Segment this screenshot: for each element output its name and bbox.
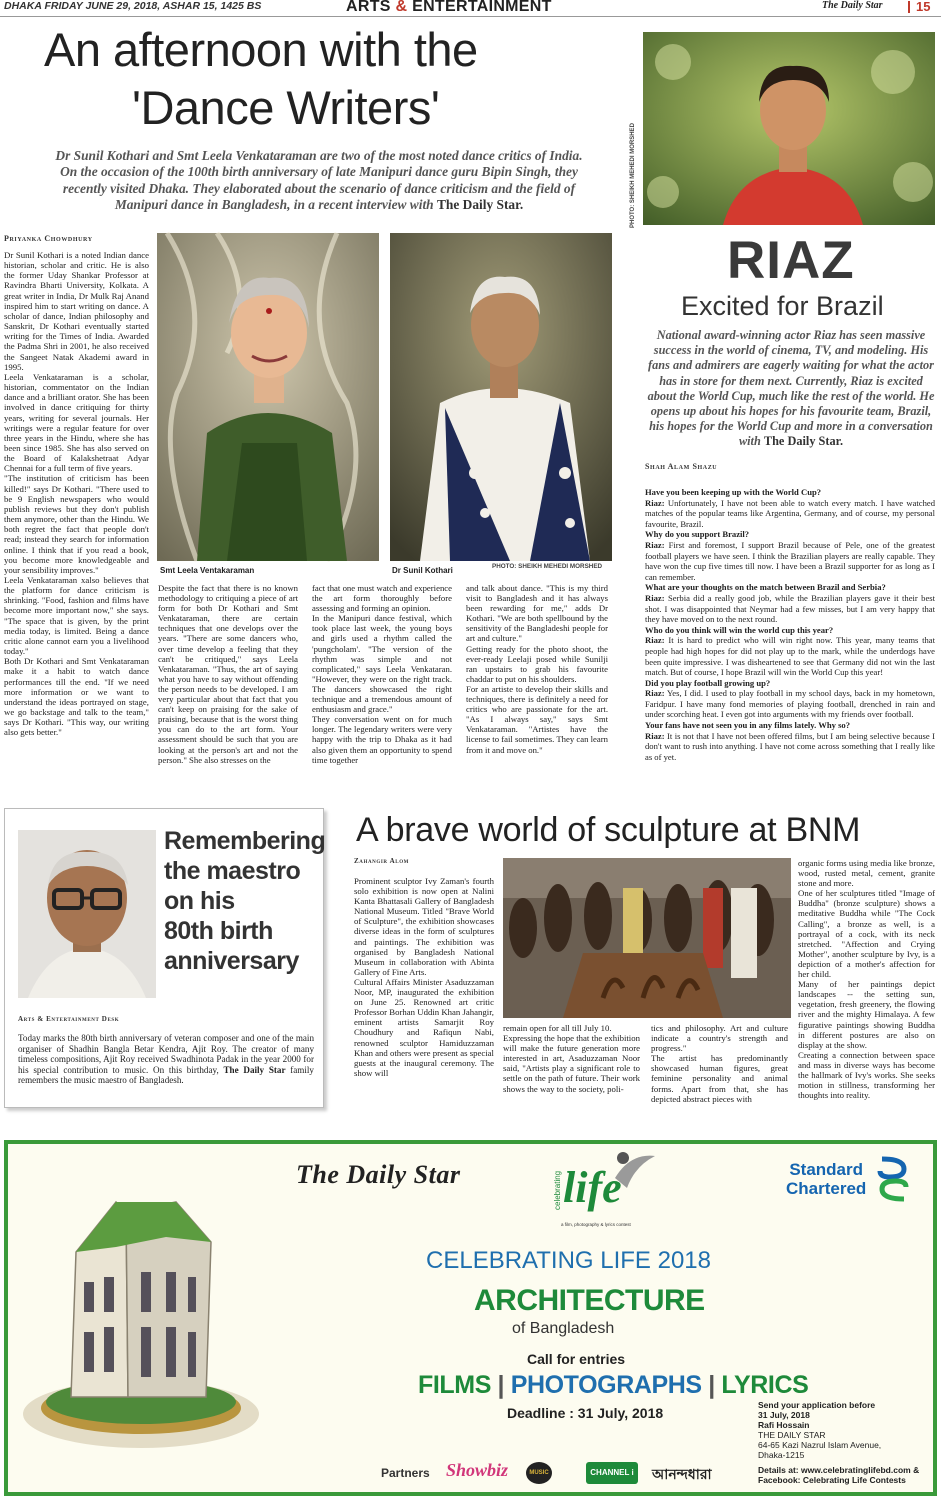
riaz-qa xyxy=(645,487,935,762)
photo-sculpture-art xyxy=(503,858,791,1018)
riaz-intro-brand: The Daily Star. xyxy=(763,434,844,449)
sculpture-headline: A brave world of sculpture at BNM xyxy=(356,811,861,849)
sculpture-column-3: tics and philosophy. Art and culture indicate a country's strength and progress." The artist has predominantly showcased human figures, great feminine personality and animal forms. Apart from that, she has depicted abstract pieces with xyxy=(651,1023,788,1104)
ad-partner-music: MUSIC xyxy=(526,1462,552,1484)
dance-column-2: Despite the fact that there is no known methodology to critiquing a piece of art form for both Dr Kothari and Smt Venkataraman, there are certain techniques that one develops over the years. "There are some dancers who, over time develop a feeling that they can't be critiqued," says Leela Venkataraman. "Thus, the art of saying what you have to say without offending the person needs to be developed. I am very particular about that fact that you can't keep on praising for the sake of praising, because that is the worst thing you can do to the art form. Your assessment should be such that you are looking at the person's art and not the person." She also stresses on the xyxy=(158,583,298,765)
ad-partner-channel-i: CHANNEL i xyxy=(586,1462,638,1484)
ad-theme-sub: of Bangladesh xyxy=(512,1320,615,1337)
ad-sponsor-line2: Chartered xyxy=(786,1179,867,1198)
photo-leela-venkataraman xyxy=(157,233,379,561)
qa-answer: Riaz: It is hard to predict who will win right now. This year, many teams that people had high hopes for did not play up to the mark, while the underdogs have been quite impressive. I was disheartened to see that Germany did not win the last match. But of course, I hope Brazil will win the World Cup this year! xyxy=(645,635,935,678)
riaz-photo-credit: PHOTO: SHEIKH MEHEDI MORSHED xyxy=(630,123,636,228)
riaz-byline: Shah Alam Shazu xyxy=(645,462,718,471)
ad-details-line2[interactable]: Facebook: Celebrating Life Contests xyxy=(758,1475,906,1485)
maestro-body-brand: The Daily Star xyxy=(223,1064,286,1075)
maestro-title-line4: 80th birth xyxy=(164,917,273,945)
ad-categories xyxy=(418,1371,808,1400)
maestro-title-line1: Remembering xyxy=(164,827,326,855)
sculpture-column-2: remain open for all till July 10. Expressing the hope that the exhibition will make the future generation more interested in art, Asaduzzaman Noor said, "Artists play a significant role to settle on the path of future. Their work shows the way to the society, poli- xyxy=(503,1023,640,1094)
riaz-name: RIAZ xyxy=(727,231,855,290)
dance-column-4: and talk about dance. "This is my third visit to Bangladesh and it has always been rewarding for me," adds Dr Kothari. "We are both spellbound by the sensitivity of the Bangladeshi people for art and culture." Getting ready for the photo shoot, the ever-ready Leelaji posed while Sunilji ran upstairs to grab his favourite chaddar to put on his shoulders. For an artiste to develop their skills and techniques, there is definitely a need for critics who are passionate for the art. "As I always say," says Smt Venkataraman. "Artistes have the license to fail sometimes. They can learn from it and move on." xyxy=(466,583,608,755)
header-divider xyxy=(908,1,910,13)
qa-question: Who do you think will win the world cup this year? xyxy=(645,624,834,635)
ad-category-films: FILMS xyxy=(418,1371,491,1399)
riaz-intro xyxy=(645,328,937,450)
ad-life-tag: a film, photography & lyrics contest xyxy=(561,1222,631,1227)
qa-answer: Riaz: Serbia did a really good job, while the Brazilian players gave it their best shot. I was disappointed that Neymar had a few misses, but I am very happy that they have moved on to the next round. xyxy=(645,592,935,625)
header-masthead: The Daily Star xyxy=(822,0,883,11)
section-title-entertainment: ENTERTAINMENT xyxy=(407,0,552,15)
qa-answer: Riaz: Yes, I did. I used to play football in my school days, back in my hometown, Faridpur. I have many fond memories of playing football, drenched in rain and under scorching heat. I even got into arguments with my friends over football. xyxy=(645,688,935,720)
photo-sunil-kothari xyxy=(390,233,612,561)
qa-question: Why do you support Brazil? xyxy=(645,529,750,540)
section-title xyxy=(346,0,552,16)
sculpture-column-1: Prominent sculptor Ivy Zaman's fourth solo exhibition is now open at Nalini Kanta Bhattasali Gallery of Bangladesh National Museum. Titled "Brave World of Sculpture", the exhibition showcases diverse ideas in the form of sculptures and paintings. The exhibition was organised by Bangladesh National Museum in collaboration with Abinta Gallery of Fine Arts. Cultural Affairs Minister Asaduzzaman Noor, MP, inaugurated the exhibition on June 25. Renowned art critic Professor Borhan Uddin Khan Jahangir, eminent artists Samarjit Roy Choudhury and Rafiqun Nabi, renowned sculptor Hamiduzzaman Khan and others were present as special guests at the inaugural ceremony. The show will xyxy=(354,876,494,1078)
qa-question: Have you been keeping up with the World Cup? xyxy=(645,487,822,497)
ad-send-line1: Send your application before xyxy=(758,1400,876,1410)
maestro-title xyxy=(164,826,325,976)
dance-byline: Priyanka Chowdhury xyxy=(4,234,93,243)
standard-chartered-logo-icon xyxy=(876,1157,910,1201)
dance-intro-line1: Dr Sunil Kothari and Smt Leela Venkataraman are two of the most noted dance critics of India. xyxy=(55,148,583,163)
section-title-arts: ARTS xyxy=(346,0,396,15)
qa-question: Did you play football growing up? xyxy=(645,677,771,688)
qa-question: Your fans have not seen you in any films lately. Why so? xyxy=(645,720,851,731)
dance-intro-line4: Manipuri dance in Bangladesh, in a recent interview with xyxy=(114,196,434,212)
ad-deadline: Deadline : 31 July, 2018 xyxy=(507,1405,664,1421)
ad-partner-anandadhara: আনন্দধারা xyxy=(652,1466,712,1482)
photo-sunil-art xyxy=(390,233,612,561)
maestro-title-line5: anniversary xyxy=(164,947,299,975)
ad-category-photographs: PHOTOGRAPHS xyxy=(510,1371,702,1399)
photo-riaz-art xyxy=(643,32,935,225)
ad-partners-label: Partners xyxy=(381,1466,430,1480)
maestro-body xyxy=(18,1033,314,1086)
ad-send-info xyxy=(758,1400,919,1485)
riaz-subtitle: Excited for Brazil xyxy=(681,291,884,321)
ad-address-line3: Dhaka-1215 xyxy=(758,1450,805,1460)
riaz-intro-text: National award-winning actor Riaz has seen massive success in the world of cinema, TV, and modeling. His fans and admirers are eagerly waiting for what the actor has in store for them next. Currently, Riaz is excited about the World Cup, much like the rest of the world. He opens up about his hopes for his favourite team, Brazil, his hopes for the World Cup and more in a conversation with xyxy=(647,328,935,449)
page-number: 15 xyxy=(916,0,931,14)
ad-category-lyrics: LYRICS xyxy=(721,1371,809,1399)
dance-column-1: Dr Sunil Kothari is a noted Indian dance historian, scholar and critic. He is also the former Uday Shankar Professor at Ravindra Bharti University, Kolkata. A great writer in India, Dr Mulk Raj Anand inspired him to start writing on dance. A scholar of dance, Indian philosophy and Sanskrit, Dr Kothari eventually started writing for the Times of India. Awarded the Padma Shri in 2001, he also received the Sangeet Natak Akademi award in 1995. Leela Venkataraman is a scholar, historian, commentator on the Indian dance and a brilliant orator. She has been involved in dance critiquing for thirty years, writing for several journals. Her writings were a regular feature for over three years in the Hindu, where she has been since 1985. She has also served on the Board of Kalakshetraat Adyar Chennai for a full term of five years. "The institution of criticism has been killed!" says Dr Kothari. "There used to be 9 English newspapers who would publish reviews but they don't publish them anymore, other than the Hindu. We both regret the fact that people don't read; instead they search for information online. I think that if you read a book, you become more knowledgeable and your sensibility improves." Leela Venkataraman xalso believes that the platform for dance criticism is shrinking. "Food, fashion and films have become more important now," she says. "The space that is given, by the print media today, is limited. Being a dance critic alone cannot earn you a livelihood today." Both Dr Kothari and Smt Venkataraman make it a habit to watch dance performances till the end. "If we need more information or we want to understand the ideas portrayed on stage, we go backstage and talk to the team," says Dr Kothari. "This way, our writing also gets better." xyxy=(4,250,149,738)
ad-partner-showbiz: Showbiz xyxy=(446,1460,509,1480)
sculpture-column-4: organic forms using media like bronze, wood, rusted metal, cement, granite stone and more. One of her sculptures titled "Image of Buddha" (bronze sculpture) shows a meditative Buddha while "The Cock Calling", a bronze as well, is a portrayal of a cock, with its neck stretched. "Affection and Crying Mother", another sculpture by Ivy, is a depiction of a mother's affection for her child. Many of her paintings depict landscapes -- the setting sun, vegetation, fresh greenery, the flowing river and the mighty Himalaya. A few figurative paintings showing Buddha in different postures are also on display at the show. Creating a connection between space and mass in diverse ways has become the hallmark of Ivy's works. She seeks motion in stillness, transforming her thoughts into reality. xyxy=(798,858,935,1101)
ad-address-line2: 64-65 Kazi Nazrul Islam Avenue, xyxy=(758,1440,882,1450)
ad-category-sep: | xyxy=(497,1371,505,1399)
dance-intro-line3: recently visited Dhaka. They elaborated about the scenario of dance criticism and the field of xyxy=(62,180,576,196)
header-date: DHAKA FRIDAY JUNE 29, 2018, ASHAR 15, 1425 BS xyxy=(4,0,262,12)
dance-intro xyxy=(4,148,634,213)
photo-ajit-roy xyxy=(18,830,156,998)
qa-answer: Riaz: First and foremost, I support Brazil because of Pele, one of the greatest football players we have seen. I think the Brazilian players are really capable. They have won the cup five times till now. I have been a Brazil supporter for as long as I can remember. xyxy=(645,539,936,582)
caption-sunil: Dr Sunil Kothari xyxy=(392,566,453,575)
ad-sponsor-text xyxy=(786,1160,866,1198)
maestro-title-line2: the maestro xyxy=(164,857,301,885)
ad-architecture-illustration xyxy=(16,1182,266,1452)
maestro-body-text: Today marks the 80th birth anniversary of veteran composer and one of the main organiser of Shadhin Bangla Betar Kendra, Ajit Roy. The creator of many timeless compositions, Ajit Roy received Swadhinota Padak in the year 2000 for his special contribution to music. On this birthday, xyxy=(18,1033,314,1075)
dance-intro-brand: The Daily Star. xyxy=(437,196,524,212)
qa-answer: Riaz: It is not that I have not been offered films, but I am being selective because I don't want to rush into anything. I have not come across something that I really like as of yet. xyxy=(645,730,935,762)
maestro-body-end: family remembers the music maestro of Bangladesh. xyxy=(18,1064,314,1085)
qa-answer: Riaz: Unfortunately, I have not been able to watch every match. I have watched matches of the popular teams like Argentina, Germany, and of course, my personal favourite, Brazil. xyxy=(645,497,936,529)
ad-send-line3: Rafi Hossain xyxy=(758,1420,810,1430)
dance-headline-line2: 'Dance Writers' xyxy=(132,81,440,134)
header-rule xyxy=(0,16,941,17)
caption-leela: Smt Leela Ventakaraman xyxy=(160,566,255,575)
ad-address-line1: THE DAILY STAR xyxy=(758,1430,826,1440)
ad-details-line1[interactable]: Details at: www.celebratinglifebd.com & xyxy=(758,1465,920,1475)
ad-life-small: celebrating xyxy=(553,1170,562,1210)
dance-headline-line1: An afternoon with the xyxy=(44,23,478,76)
ad-sponsor-line1: Standard xyxy=(789,1160,863,1179)
dance-photo-credit: PHOTO: SHEIKH MEHEDI MORSHED xyxy=(492,563,603,570)
photo-riaz xyxy=(643,32,935,225)
maestro-byline: Arts & Entertainment Desk xyxy=(18,1015,120,1023)
photo-leela-art xyxy=(157,233,379,561)
ad-send-line2: 31 July, 2018 xyxy=(758,1410,810,1420)
section-title-amp: & xyxy=(395,0,408,15)
ad-category-sep: | xyxy=(708,1371,715,1399)
qa-question: What are your thoughts on the match between Brazil and Serbia? xyxy=(645,582,886,593)
ad-call-for-entries: Call for entries xyxy=(527,1351,626,1367)
photo-ajit-roy-art xyxy=(18,830,156,998)
ad-theme: ARCHITECTURE xyxy=(474,1284,705,1317)
ad-life-big: life xyxy=(563,1163,622,1212)
sculpture-byline: Zahangir Alom xyxy=(354,857,409,865)
ad-celebrating-life-logo xyxy=(555,1148,665,1230)
maestro-title-line3: on his xyxy=(164,887,235,915)
dance-intro-line2: On the occasion of the 100th birth anniversary of late Manipuri dance guru Bipin Singh, they xyxy=(60,164,578,180)
ad-title: CELEBRATING LIFE 2018 xyxy=(426,1247,711,1274)
photo-sculpture-exhibition xyxy=(503,858,791,1018)
dance-column-3: fact that one must watch and experience the art form thoroughly before assessing and forming an opinion. In the Manipuri dance festival, which took place last week, the young boys and girls used a rhythm called the 'pungcholam'. "The version of the rhythm was simple and not complicated," says Leela Venkataran. "However, they were on the right track. The dancers showcased the right technique and a tremendous amount of enthusiasm and grace." They conversation went on for much longer. The legendary writers were very happy with the trip to Dhaka as it had also given them an opportunity to spend time together xyxy=(312,583,452,765)
ad-masthead: The Daily Star xyxy=(296,1160,461,1189)
